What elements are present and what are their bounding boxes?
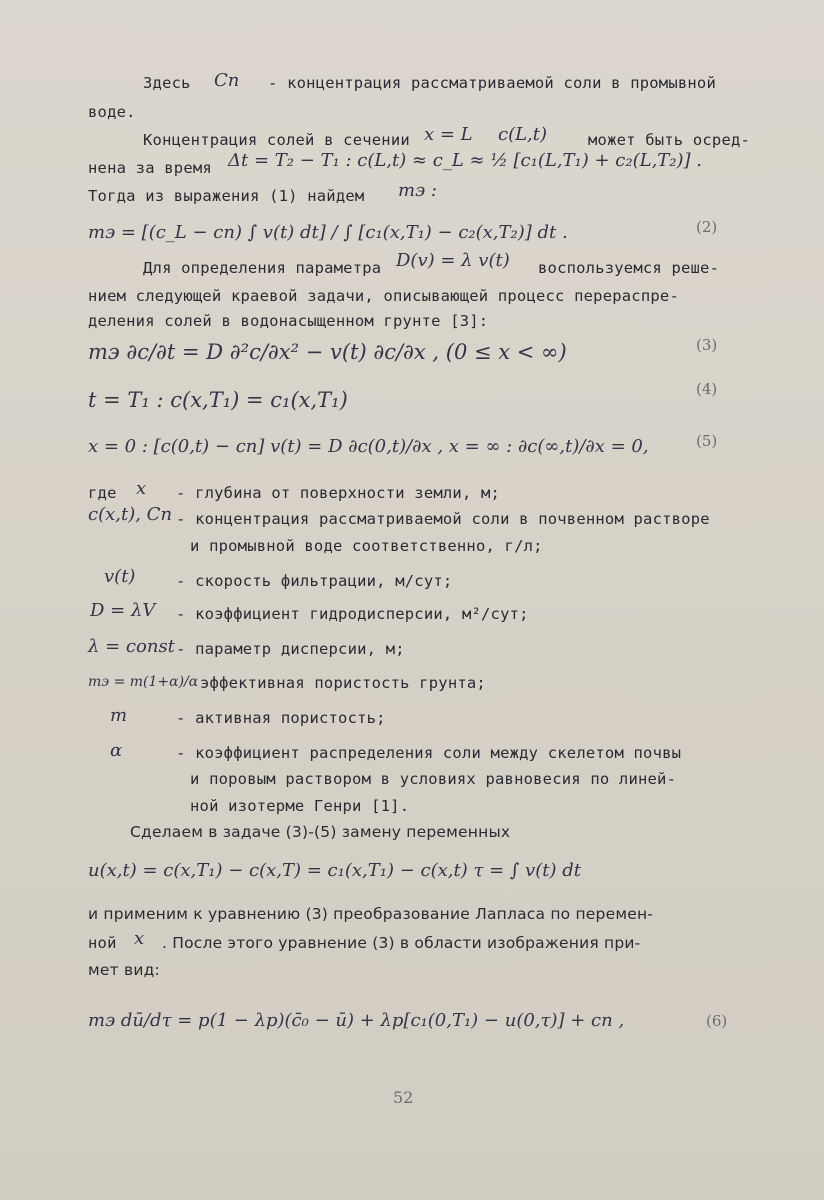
- equation-number: (5): [696, 432, 718, 450]
- text-line: Концентрация солей в сечении: [143, 131, 410, 149]
- formula: c(L,t): [498, 124, 548, 145]
- text-line: - коэффициент гидродисперсии, м²/сут;: [176, 605, 529, 623]
- text-line: и промывной воде соответственно, г/л;: [190, 537, 543, 555]
- text-line: - концентрация рассматриваемой соли в промывной: [268, 74, 716, 92]
- text-line: Сделаем в задаче (3)-(5) замену переменных: [130, 823, 511, 841]
- formula-equation-4: t = T₁ : c(x,T₁) = c₁(x,T₁): [88, 388, 348, 412]
- text-line: Тогда из выражения (1) найдем: [88, 187, 365, 205]
- formula: x: [134, 928, 145, 949]
- text-line: - активная пористость;: [176, 709, 386, 727]
- text-line: нена за время: [88, 159, 212, 177]
- formula: α: [110, 740, 123, 761]
- text-line: Здесь: [143, 74, 191, 92]
- formula: Cn: [214, 70, 240, 91]
- formula: Δt = T₂ − T₁ : c(L,t) ≈ c_L ≈ ½ [c₁(L,T₁) + c₂(L,T₂)] .: [228, 150, 703, 171]
- formula-equation-6: mэ dū/dτ = p(1 − λp)(c̄₀ − ū) + λp[c₁(0,T₁) − u(0,τ)] + cn ,: [88, 1010, 625, 1031]
- page-number: 52: [393, 1088, 414, 1107]
- text-line: ной изотерме Генри [1].: [190, 797, 410, 815]
- text-line: и поровым раствором в условиях равновесия по линей-: [190, 770, 677, 788]
- text-line: эффективная пористость грунта;: [200, 674, 486, 692]
- formula: m: [110, 705, 128, 726]
- equation-number: (6): [706, 1012, 728, 1030]
- equation-number: (3): [696, 336, 718, 354]
- formula: λ = const: [88, 636, 175, 657]
- formula-equation-2: mэ = [(c_L − cn) ∫ v(t) dt] / ∫ [c₁(x,T₁) − c₂(x,T₂)] dt .: [88, 222, 568, 243]
- text-line: - коэффициент распределения соли между скелетом почвы: [176, 744, 682, 762]
- formula: D(v) = λ v(t): [396, 250, 510, 271]
- text-line: Для определения параметра: [143, 259, 382, 277]
- equation-number: (2): [696, 218, 718, 236]
- text-line: воде.: [88, 103, 136, 121]
- text-line: . После этого уравнение (3) в области изображения при-: [162, 934, 641, 952]
- text-line: ной: [88, 934, 117, 952]
- formula-substitution: u(x,t) = c(x,T₁) − c(x,T) = c₁(x,T₁) − c(x,t) τ = ∫ v(t) dt: [88, 860, 581, 881]
- text-line: деления солей в водонасыщенном грунте [3]:: [88, 312, 489, 330]
- formula: x: [136, 478, 147, 499]
- text-line: и применим к уравнению (3) преобразование Лапласа по перемен-: [88, 905, 654, 923]
- text-line: где: [88, 484, 117, 502]
- text-line: воспользуемся реше-: [538, 259, 720, 277]
- text-line: - глубина от поверхности земли, м;: [176, 484, 501, 502]
- formula: c(x,t), Cn: [88, 504, 173, 525]
- equation-number: (4): [696, 380, 718, 398]
- formula: mэ :: [398, 180, 437, 201]
- formula: x = L: [424, 124, 473, 145]
- formula-equation-5: x = 0 : [c(0,t) − cn] v(t) = D ∂c(0,t)/∂x , x = ∞ : ∂c(∞,t)/∂x = 0,: [88, 436, 649, 457]
- text-line: мет вид:: [88, 961, 160, 979]
- text-line: - параметр дисперсии, м;: [176, 640, 405, 658]
- formula: mэ = m(1+α)/α: [88, 674, 199, 690]
- formula-equation-3: mэ ∂c/∂t = D ∂²c/∂x² − v(t) ∂c/∂x , (0 ≤ x < ∞): [88, 340, 567, 364]
- formula: D = λV: [90, 600, 156, 621]
- text-line: - концентрация рассматриваемой соли в почвенном растворе: [176, 510, 710, 528]
- text-line: нием следующей краевой задачи, описывающей процесс перераспре-: [88, 287, 679, 305]
- formula: v(t): [104, 566, 136, 587]
- text-line: может быть осред-: [588, 131, 751, 149]
- text-line: - скорость фильтрации, м/сут;: [176, 572, 453, 590]
